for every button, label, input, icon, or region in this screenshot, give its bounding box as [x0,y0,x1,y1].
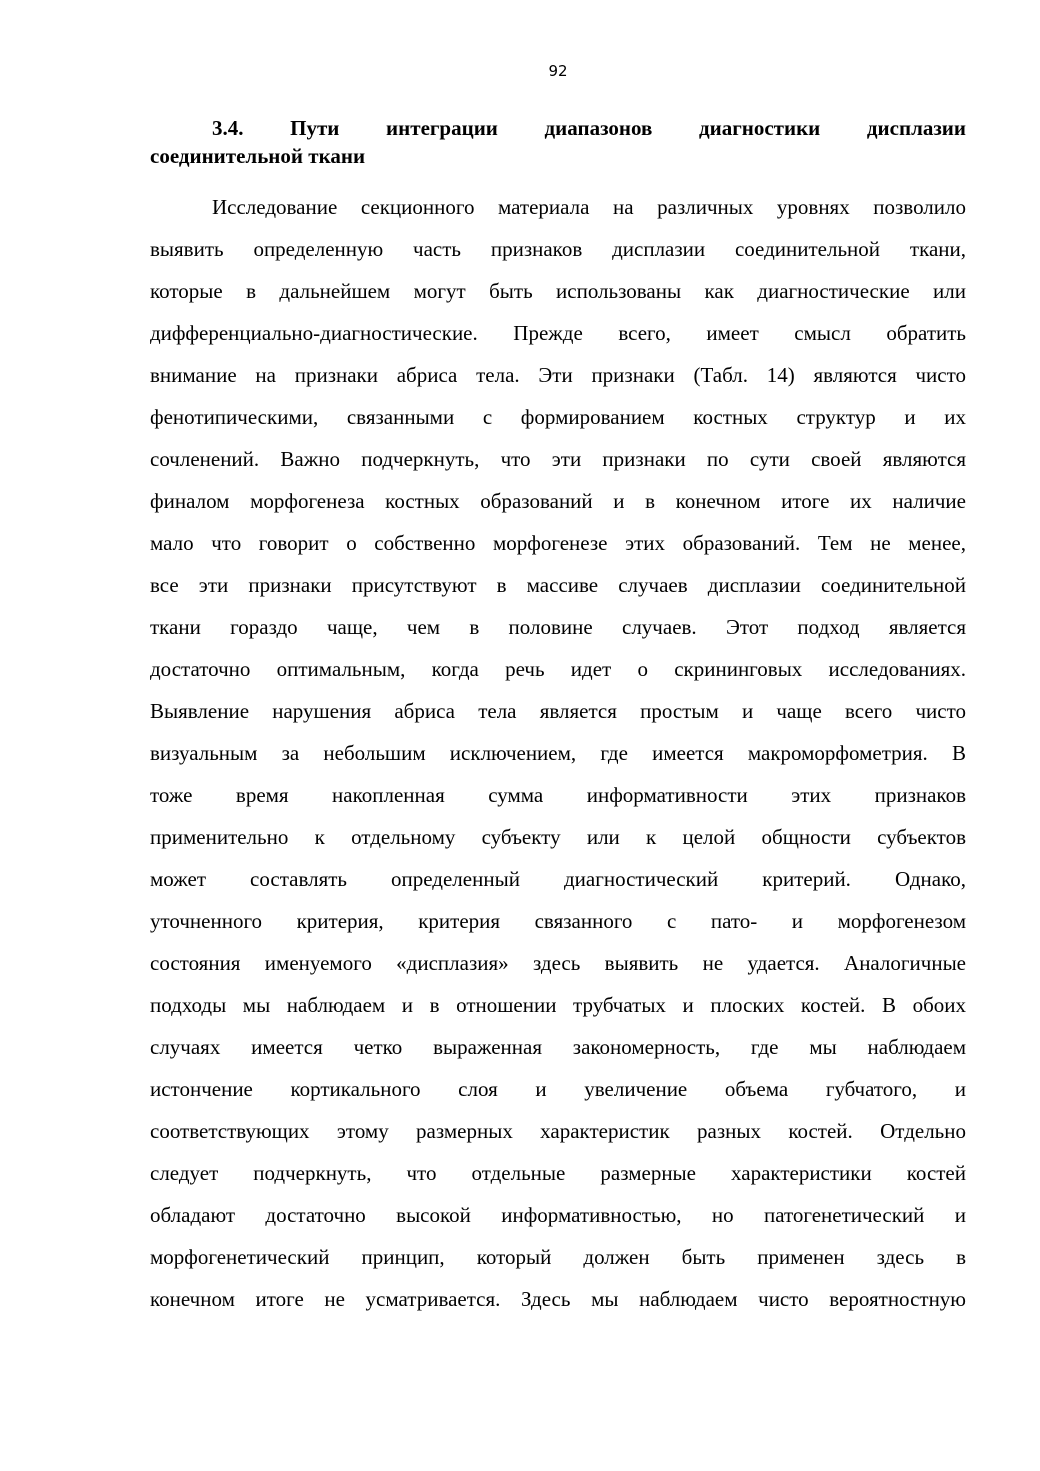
paragraph-line: обладают достаточно высокой информативностью, но патогенетический и [150,1203,966,1227]
paragraph-line: подходы мы наблюдаем и в отношении трубчатых и плоских костей. В обоих [150,993,966,1017]
paragraph-line: ткани гораздо чаще, чем в половине случаев. Этот подход является [150,615,966,639]
paragraph-line: внимание на признаки абриса тела. Эти признаки (Табл. 14) являются чисто [150,363,966,387]
paragraph-line: истончение кортикального слоя и увеличение объема губчатого, и [150,1077,966,1101]
paragraph-line: финалом морфогенеза костных образований и в конечном итоге их наличие [150,489,966,513]
paragraph-line: визуальным за небольшим исключением, где имеется макроморфометрия. В [150,741,966,765]
paragraph-line: которые в дальнейшем могут быть использованы как диагностические или [150,279,966,303]
paragraph-line: мало что говорит о собственно морфогенезе этих образований. Тем не менее, [150,531,966,555]
paragraph-line: случаях имеется четко выраженная закономерность, где мы наблюдаем [150,1035,966,1059]
paragraph-line: фенотипическими, связанными с формированием костных структур и их [150,405,966,429]
paragraph-line: соответствующих этому размерных характеристик разных костей. Отдельно [150,1119,966,1143]
paragraph-line: применительно к отдельному субъекту или к целой общности субъектов [150,825,966,849]
paragraph-line: следует подчеркнуть, что отдельные размерные характеристики костей [150,1161,966,1185]
paragraph-line: выявить определенную часть признаков дисплазии соединительной ткани, [150,237,966,261]
page-number: 92 [548,62,568,80]
paragraph-line: дифференциально-диагностические. Прежде всего, имеет смысл обратить [150,321,966,345]
paragraph-line: Выявление нарушения абриса тела является простым и чаще всего чисто [150,699,966,723]
paragraph-line: состояния именуемого «дисплазия» здесь выявить не удается. Аналогичные [150,951,966,975]
paragraph-line: конечном итоге не усматривается. Здесь мы наблюдаем чисто вероятностную [150,1287,966,1311]
paragraph-line: все эти признаки присутствуют в массиве случаев дисплазии соединительной [150,573,966,597]
paragraph-line: морфогенетический принцип, который должен быть применен здесь в [150,1245,966,1269]
body-paragraph [150,186,966,1320]
section-heading-line-1: 3.4. Пути интеграции диапазонов диагностики дисплазии [212,116,966,140]
paragraph-line: может составлять определенный диагностический критерий. Однако, [150,867,966,891]
paragraph-line: сочленений. Важно подчеркнуть, что эти признаки по сути своей являются [150,447,966,471]
paragraph-line: Исследование секционного материала на различных уровнях позволило [212,195,966,219]
section-heading-line-2: соединительной ткани [150,144,366,168]
paragraph-line: уточненного критерия, критерия связанного с пато- и морфогенезом [150,909,966,933]
section-heading [150,114,966,170]
paragraph-line: достаточно оптимальным, когда речь идет о скрининговых исследованиях. [150,657,966,681]
paragraph-line: тоже время накопленная сумма информативности этих признаков [150,783,966,807]
